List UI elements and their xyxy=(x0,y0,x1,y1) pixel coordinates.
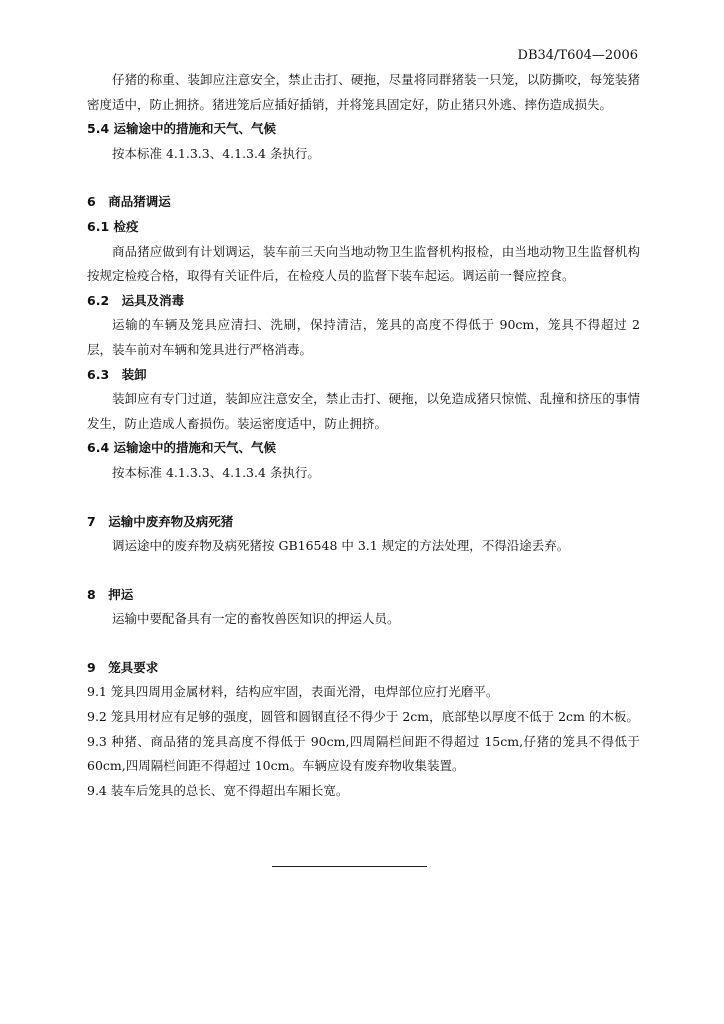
heading-5-4: 5.4 运输途中的措施和天气、气候 xyxy=(87,121,276,137)
paragraph-continued: 仔猪的称重、装卸应注意安全，禁止击打、硬拖，尽量将同群猪装一只笼，以防撕咬，每笼装猪密度适中，防止拥挤。猪进笼后应插好插销，并将笼具固定好，防止猪只外逃、摔伤造成损失。 xyxy=(87,72,640,112)
clause-9-4: 9.4 装车后笼具的总长、宽不得超出车厢长宽。 xyxy=(87,782,349,798)
paragraph-6-2: 运输的车辆及笼具应清扫、洗刷，保持清洁，笼具的高度不得低于 90cm，笼具不得超过 2 层，装车前对车辆和笼具进行严格消毒。 xyxy=(87,317,640,357)
heading-9: 9 笼具要求 xyxy=(87,659,159,675)
paragraph-6-4: 按本标准 4.1.3.3、4.1.3.4 条执行。 xyxy=(112,464,320,480)
paragraph-8: 运输中要配备具有一定的畜牧兽医知识的押运人员。 xyxy=(112,611,400,627)
document-body xyxy=(87,68,640,803)
clause-9-1: 9.1 笼具四周用金属材料，结构应牢固，表面光滑，电焊部位应打光磨平。 xyxy=(87,684,499,700)
heading-6-3: 6.3 装卸 xyxy=(87,366,147,382)
end-rule xyxy=(272,866,427,867)
document-id: DB34/T604—2006 xyxy=(517,48,638,63)
paragraph-6-1: 商品猪应做到有计划调运，装车前三天向当地动物卫生监督机构报检，由当地动物卫生监督机构按规定检疫合格，取得有关证件后，在检疫人员的监督下装车起运。调运前一餐应控食。 xyxy=(87,243,640,284)
paragraph-5-4: 按本标准 4.1.3.3、4.1.3.4 条执行。 xyxy=(112,145,320,161)
clause-9-2: 9.2 笼具用材应有足够的强度，圆管和圆钢直径不得少于 2cm，底部垫以厚度不低于 2cm 的木板。 xyxy=(87,709,639,725)
heading-6-4: 6.4 运输途中的措施和天气、气候 xyxy=(87,440,276,456)
heading-6-2: 6.2 运具及消毒 xyxy=(87,292,185,308)
heading-6-1: 6.1 检疫 xyxy=(87,218,139,234)
clause-9-3: 9.3 种猪、商品猪的笼具高度不得低于 90cm,四周隔栏间距不得超过 15cm,仔猪的笼具不得低于 60cm,四周隔栏间距不得超过 10cm。车辆应设有废弃物收集装置。 xyxy=(87,733,640,774)
heading-6: 6 商品猪调运 xyxy=(87,194,171,210)
paragraph-7: 调运途中的废弃物及病死猪按 GB16548 中 3.1 规定的方法处理，不得沿途丢弃。 xyxy=(112,538,570,554)
heading-8: 8 押运 xyxy=(87,586,134,602)
heading-7: 7 运输中废弃物及病死猪 xyxy=(87,513,234,529)
paragraph-6-3: 装卸应有专门过道，装卸应注意安全，禁止击打、硬拖，以免造成猪只惊慌、乱撞和挤压的事情发生，防止造成人畜损伤。装运密度适中，防止拥挤。 xyxy=(87,391,640,431)
